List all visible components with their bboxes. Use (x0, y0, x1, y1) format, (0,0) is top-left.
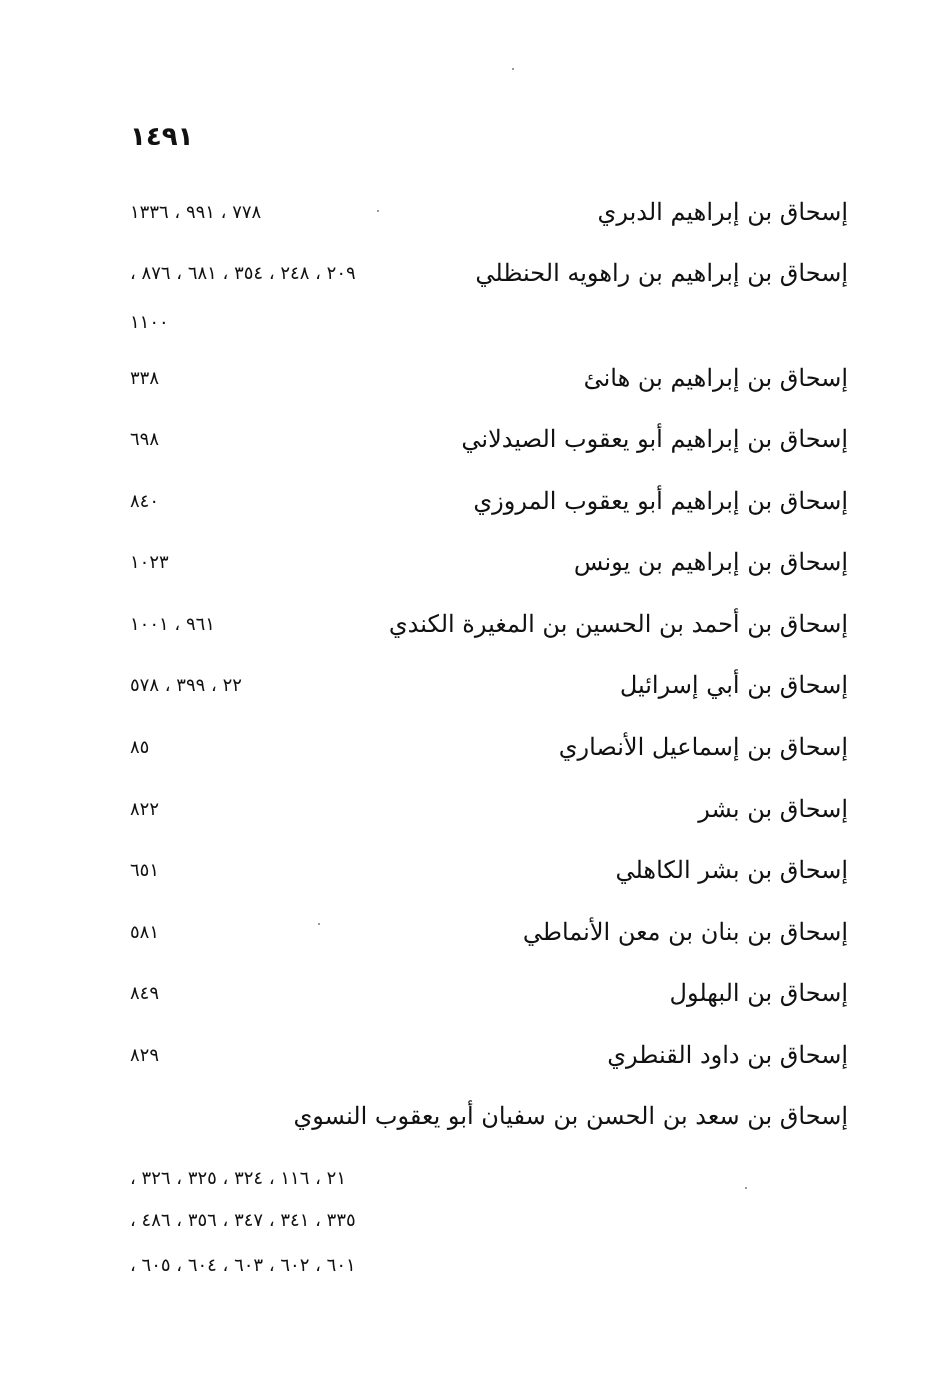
entry-refs: ٨٢٢ (130, 799, 160, 820)
index-entry (0, 795, 943, 835)
entry-refs-continued: ٦٠١ ، ٦٠٢ ، ٦٠٣ ، ٦٠٤ ، ٦٠٥ ، (130, 1255, 356, 1276)
entry-refs: ٨٤٩ (130, 983, 160, 1004)
entry-refs: ٦٥١ (130, 860, 160, 881)
entry-refs-continued: ١١٠٠ (130, 312, 169, 333)
index-entry (0, 979, 943, 1019)
entry-refs: ٥٨١ (130, 922, 160, 943)
index-entry (0, 259, 943, 299)
entry-refs: ٨٢٩ (130, 1045, 160, 1066)
index-entry (0, 1102, 943, 1142)
entry-name: إسحاق بن إبراهيم بن هانئ (583, 364, 848, 392)
entry-name: إسحاق بن البهلول (669, 979, 848, 1007)
index-entry (0, 856, 943, 896)
entry-name: إسحاق بن بشر الكاهلي (615, 856, 848, 884)
index-entry (0, 733, 943, 773)
index-entry (0, 364, 943, 404)
entry-name: إسحاق بن إسماعيل الأنصاري (558, 733, 848, 761)
entry-name: إسحاق بن إبراهيم أبو يعقوب الصيدلاني (461, 425, 848, 453)
entry-name: إسحاق بن أحمد بن الحسين بن المغيرة الكندي (388, 610, 848, 638)
entry-name: إسحاق بن أبي إسرائيل (619, 671, 848, 699)
entry-refs: ٢٠٩ ، ٢٤٨ ، ٣٥٤ ، ٦٨١ ، ٨٧٦ ، (130, 263, 356, 284)
scan-speck (318, 923, 320, 925)
entry-refs: ٢٢ ، ٣٩٩ ، ٥٧٨ (130, 675, 242, 696)
index-entry (0, 610, 943, 650)
entry-refs: ٣٣٨ (130, 368, 160, 389)
index-entry (0, 425, 943, 465)
index-entry (0, 198, 943, 238)
index-entry (0, 1041, 943, 1081)
entry-refs-continued: ٣٣٥ ، ٣٤١ ، ٣٤٧ ، ٣٥٦ ، ٤٨٦ ، (130, 1210, 356, 1231)
entry-refs-continued: ٢١ ، ١١٦ ، ٣٢٤ ، ٣٢٥ ، ٣٢٦ ، (130, 1168, 346, 1189)
scan-speck (745, 1187, 747, 1189)
entry-refs: ١٠٢٣ (130, 552, 169, 573)
index-entry (0, 671, 943, 711)
entry-name: إسحاق بن إبراهيم الدبري (597, 198, 848, 226)
index-entry (0, 548, 943, 588)
entry-refs: ٨٤٠ (130, 491, 160, 512)
entry-name: إسحاق بن داود القنطري (607, 1041, 848, 1069)
entry-name: إسحاق بن بشر (698, 795, 848, 823)
index-entry (0, 918, 943, 958)
scan-speck (512, 68, 514, 70)
scan-speck (377, 210, 379, 212)
entry-refs: ٨٥ (130, 737, 150, 758)
entry-name: إسحاق بن بنان بن معن الأنماطي (522, 918, 848, 946)
index-entry (0, 487, 943, 527)
entry-name: إسحاق بن إبراهيم بن يونس (573, 548, 848, 576)
entry-refs: ٩٦١ ، ١٠٠١ (130, 614, 215, 635)
entry-name: إسحاق بن إبراهيم بن راهويه الحنظلي (475, 259, 848, 287)
entry-refs: ٦٩٨ (130, 429, 160, 450)
entry-name: إسحاق بن إبراهيم أبو يعقوب المروزي (473, 487, 848, 515)
page-number: ١٤٩١ (130, 122, 194, 152)
entry-refs: ٧٧٨ ، ٩٩١ ، ١٣٣٦ (130, 202, 262, 223)
entry-name: إسحاق بن سعد بن الحسن بن سفيان أبو يعقوب النسوي (293, 1102, 848, 1130)
